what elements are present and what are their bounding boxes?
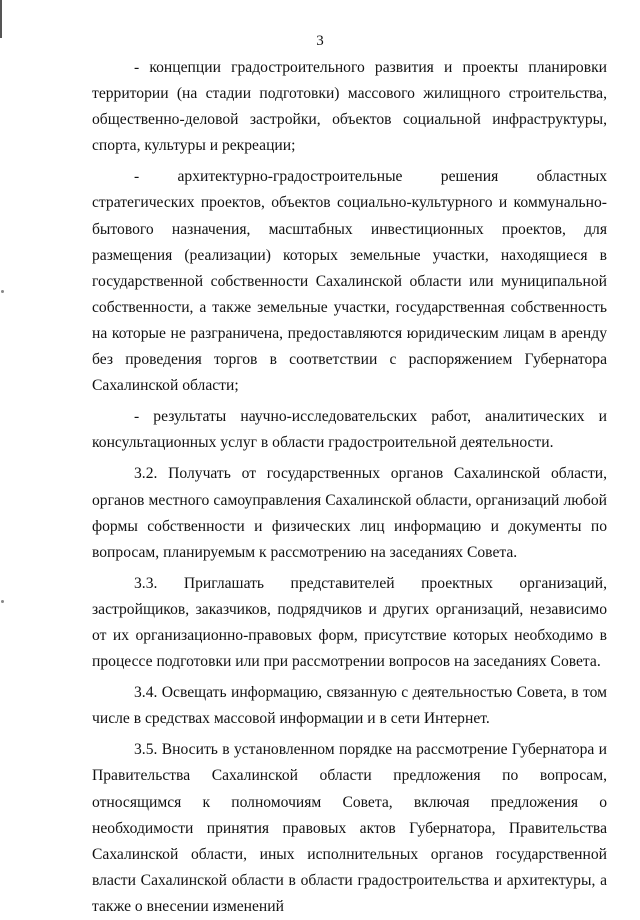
paragraph-architectural-decisions: - архитектурно-градостроительные решения областных стратегических проектов, объектов социально-культурного и коммунально-бытового назначения, масштабных инвестиционных проектов, для размещения (реализации) которых земельные участки, находящиеся в государственной собственности Сахалинской области или муниципальной собственности, а также земельные участки, государственная собственность на которые не разграничена, предоставляются юридическим лицам в аренду без проведения торгов в соответствии с распоряжением Губернатора Сахалинской области; [92,168,607,395]
scan-speck [1,600,4,603]
paragraph-clause-3-3: 3.3. Приглашать представителей проектных организаций, застройщиков, заказчиков, подрядчиков и других организаций, независимо от их организационно-правовых форм, присутствие которых необходимо в процессе подготовки или при рассмотрении вопросов на заседаниях Совета. [92,574,607,671]
paragraph-clause-3-2: 3.2. Получать от государственных органов Сахалинской области, органов местного самоуправления Сахалинской области, организаций любой формы собственности и физических лиц информацию и документы по вопросам, планируемым к рассмотрению на заседаниях Совета. [92,465,607,561]
document-body [92,55,607,920]
paragraph-clause-3-5: 3.5. Вносить в установленном порядке на рассмотрение Губернатора и Правительства Сахалинской области предложения по вопросам, относящимся к полномочиям Совета, включая предложения о необходимости принятия правовых актов Губернатора, Правительства Сахалинской области, иных исполнительных органов государственной власти Сахалинской области в области градостроительства и архитектуры, а также о внесении изменений [92,741,607,915]
paragraph-research-results: - результаты научно-исследовательских работ, аналитических и консультационных услуг в области градостроительной деятельности. [92,408,607,452]
page-number: 3 [316,33,324,49]
paragraph-clause-3-4: 3.4. Освещать информацию, связанную с деятельностью Совета, в том числе в средствах массовой информации и в сети Интернет. [92,684,607,728]
paragraph-concepts: - концепции градостроительного развития и проекты планировки территории (на стадии подготовки) массового жилищного строительства, общественно-деловой застройки, объектов социальной инфраструктуры, спорта, культуры и рекреации; [92,59,607,155]
scan-speck [1,290,4,293]
